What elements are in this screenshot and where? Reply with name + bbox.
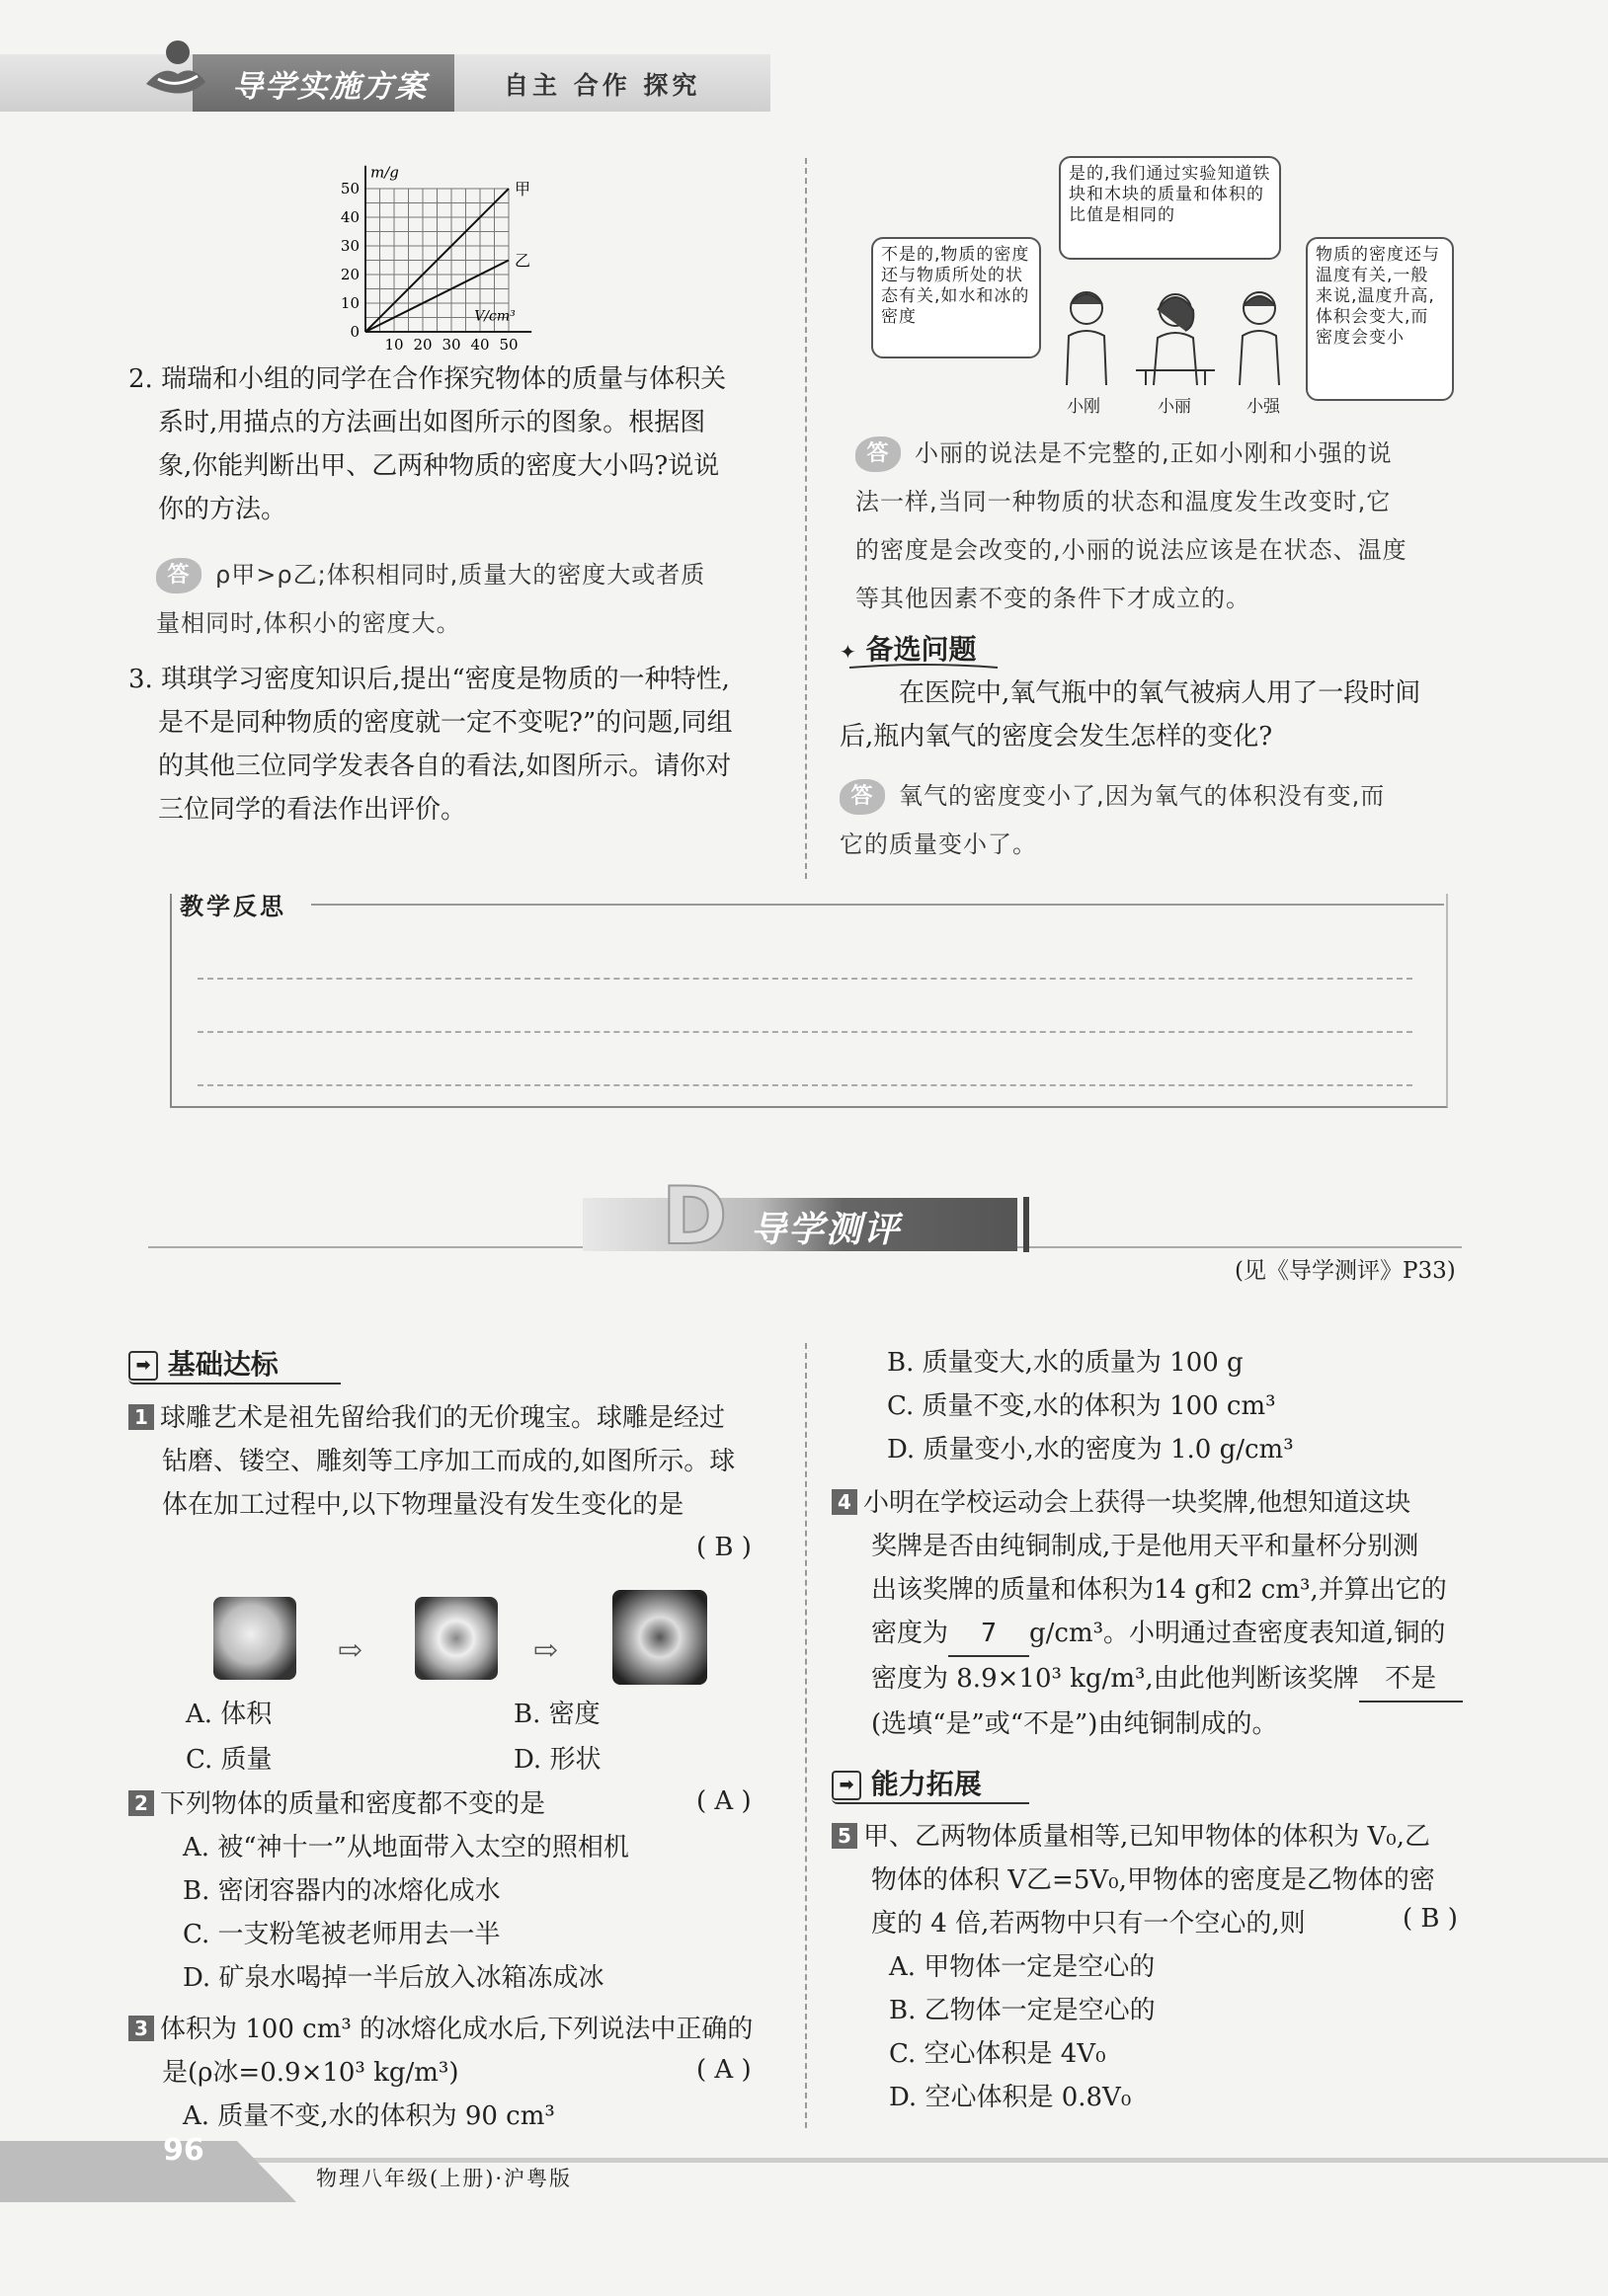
backup-answer-line: 它的质量变小了。: [840, 831, 1037, 858]
speech-bubble-xiaoli: 是的,我们通过实验知道铁块和木块的质量和体积的比值是相同的: [1059, 156, 1281, 260]
arrow-icon: ➡: [128, 1351, 158, 1381]
arrow-right-icon: ⇨: [338, 1633, 363, 1668]
reflection-title: 教学反思: [180, 893, 286, 920]
q1-answer: ( B ): [696, 1533, 752, 1562]
backup-question-header: [840, 628, 1017, 668]
basic-q2: [128, 1782, 790, 2000]
q1-line: 体在加工过程中,以下物理量没有发生变化的是: [162, 1490, 684, 1520]
basic-q3: [128, 2008, 790, 2138]
q3-answer-line: 的密度是会改变的,小丽的说法应该是在状态、温度: [855, 536, 1407, 564]
y-tick-label: 20: [340, 266, 360, 283]
column-divider: [805, 158, 807, 879]
q3-options-continued: [887, 1341, 1480, 1471]
logo-icon: [138, 35, 207, 109]
speech-bubble-xiaogang: 不是的,物质的密度还与物质所处的状态有关,如水和冰的密度: [871, 237, 1041, 358]
q4-line: g/cm³。小明通过查密度表知道,铜的: [1029, 1619, 1446, 1648]
y-tick-label: 40: [340, 208, 360, 226]
q4-line: 密度为 8.9×10³ kg/m³,由此他判断该奖牌: [871, 1664, 1359, 1694]
q3-answer-line: 小丽的说法是不完整的,正如小刚和小强的说: [915, 439, 1393, 467]
q3-option: C. 质量不变,水的体积为 100 cm³: [887, 1391, 1276, 1421]
series-label: 甲: [515, 180, 531, 198]
q3-answer-line: 等其他因素不变的条件下才成立的。: [855, 585, 1250, 612]
q2-line: 你的方法。: [158, 495, 287, 524]
test-reference: (见《导学测评》P33): [1235, 1258, 1456, 1284]
question-3: [128, 658, 790, 831]
student-name-xiaogang: 小刚: [1067, 397, 1100, 417]
q2-line: 系时,用描点的方法画出如图所示的图象。根据图: [158, 408, 706, 437]
banner-end-bar: [1023, 1197, 1029, 1252]
advanced-section-title: 能力拓展: [870, 1768, 982, 1800]
q2-answer: ( A ): [696, 1786, 752, 1816]
ball-carving-photo-1: [213, 1597, 296, 1680]
q4-line: 小明在学校运动会上获得一块奖牌,他想知道这块: [863, 1488, 1411, 1518]
q1-line: 钻磨、镂空、雕刻等工序加工而成的,如图所示。球: [162, 1447, 736, 1476]
q3-line: 体积为 100 cm³ 的冰熔化成水后,下列说法中正确的: [160, 2015, 754, 2044]
mass-volume-graph: [316, 156, 593, 354]
x-axis-label: V/cm³: [474, 308, 516, 325]
q4-blank-judgment: 不是: [1359, 1657, 1463, 1702]
q1-option-a: A. 体积: [186, 1700, 273, 1729]
header-tags: 自主 合作 探究: [504, 71, 701, 100]
q2-stem: 下列物体的质量和密度都不变的是: [160, 1789, 546, 1819]
banner-title: 导学测评: [751, 1210, 902, 1250]
book-title: 物理八年级(上册)·沪粤版: [316, 2167, 573, 2190]
q3-line: 是不是同种物质的密度就一定不变呢?”的问题,同组: [158, 708, 733, 738]
y-tick-label: 10: [340, 294, 360, 312]
backup-answer: [840, 772, 1491, 869]
q5-option: D. 空心体积是 0.8V₀: [889, 2083, 1132, 2112]
arrow-right-icon: ⇨: [533, 1633, 559, 1668]
q5-answer: ( B ): [1403, 1904, 1458, 1934]
page-number: 96: [163, 2133, 204, 2168]
q3-line: 三位同学的看法作出评价。: [158, 795, 467, 825]
x-tick-label: 10: [384, 336, 404, 354]
q3-line: 的其他三位同学发表各自的看法,如图所示。请你对: [158, 752, 732, 781]
q1-line: 球雕艺术是祖先留给我们的无价瑰宝。球雕是经过: [160, 1403, 726, 1433]
arrow-icon: ➡: [832, 1771, 861, 1800]
q4-line: (选填“是”或“不是”)由纯铜制成的。: [871, 1709, 1278, 1739]
reflection-top-rule: [311, 904, 1444, 906]
answer-icon: 答: [855, 436, 901, 472]
question-number: 4: [832, 1489, 857, 1515]
question-number: 1: [128, 1404, 154, 1430]
backup-question-title: 备选问题: [865, 633, 977, 666]
question-number: 5: [832, 1823, 857, 1849]
q3-answer: [855, 430, 1487, 623]
q5-option: C. 空心体积是 4V₀: [889, 2039, 1106, 2069]
question-number: 3: [128, 2016, 154, 2041]
q1-option-b: B. 密度: [514, 1700, 601, 1729]
speech-bubble-xiaoqiang: 物质的密度还与温度有关,一般来说,温度升高,体积会变大,而密度会变小: [1306, 237, 1454, 401]
q5-option: A. 甲物体一定是空心的: [889, 1952, 1156, 1982]
header-title: 导学实施方案: [232, 69, 428, 105]
x-tick-label: 40: [470, 336, 490, 354]
y-tick-label: 30: [340, 237, 360, 255]
q5-option: B. 乙物体一定是空心的: [889, 1996, 1156, 2025]
basic-section-header: [128, 1343, 341, 1385]
student-name-xiaoqiang: 小强: [1246, 397, 1280, 417]
q2-answer-line: ρ甲>ρ乙;体积相同时,质量大的密度大或者质: [215, 561, 706, 589]
x-tick-label: 20: [413, 336, 433, 354]
q3-line: 是(ρ冰=0.9×10³ kg/m³): [162, 2058, 459, 2088]
q5-line: 甲、乙两物体质量相等,已知甲物体的体积为 V₀,乙: [863, 1822, 1430, 1852]
q4-line: 奖牌是否由纯铜制成,于是他用天平和量杯分别测: [871, 1532, 1419, 1561]
diamond-icon: ✦: [840, 640, 856, 664]
footer-tab: [0, 2123, 296, 2222]
q2-line: 2. 瑞瑞和小组的同学在合作探究物体的质量与体积关: [128, 364, 727, 394]
q4-line: 密度为: [871, 1619, 949, 1648]
basic-q1: [128, 1396, 790, 1527]
column-divider: [805, 1343, 807, 2128]
q1-option-d: D. 形状: [514, 1745, 602, 1775]
q2-answer: [156, 551, 788, 648]
reflection-line: [198, 1031, 1412, 1033]
basic-q4: [832, 1481, 1493, 1746]
q2-line: 象,你能判断出甲、乙两种物质的密度大小吗?说说: [158, 451, 720, 481]
y-tick-label: 0: [350, 323, 360, 341]
q3-option: D. 质量变小,水的密度为 1.0 g/cm³: [887, 1435, 1294, 1465]
q4-line: 出该奖牌的质量和体积为14 g和2 cm³,并算出它的: [871, 1575, 1447, 1605]
underline-decoration: [849, 664, 998, 672]
y-axis-label: m/g: [370, 163, 399, 182]
student-name-xiaoli: 小丽: [1158, 397, 1191, 417]
q3-option: A. 质量不变,水的体积为 90 cm³: [183, 2101, 555, 2131]
backup-question-line: 后,瓶内氧气的密度会发生怎样的变化?: [840, 722, 1273, 752]
answer-icon: 答: [156, 558, 201, 594]
q1-option-c: C. 质量: [186, 1745, 273, 1775]
q2-answer-line: 量相同时,体积小的密度大。: [156, 609, 461, 637]
q3-answer-line: 法一样,当同一种物质的状态和温度发生改变时,它: [855, 488, 1392, 515]
q3-answer: ( A ): [696, 2055, 752, 2085]
x-tick-label: 30: [442, 336, 461, 354]
banner-letter: D: [662, 1170, 728, 1262]
q3-option: B. 质量变大,水的质量为 100 g: [887, 1348, 1244, 1378]
backup-question-line: 在医院中,氧气瓶中的氧气被病人用了一段时间: [899, 678, 1421, 708]
q3-line: 3. 琪琪学习密度知识后,提出“密度是物质的一种特性,: [128, 665, 730, 694]
q2-option: D. 矿泉水喝掉一半后放入冰箱冻成冰: [183, 1963, 604, 1993]
advanced-q5: [832, 1815, 1493, 2119]
reflection-line: [198, 1084, 1412, 1086]
answer-icon: 答: [840, 779, 885, 815]
advanced-section-header: [832, 1763, 1029, 1804]
question-number: 2: [128, 1790, 154, 1816]
q2-option: A. 被“神十一”从地面带入太空的照相机: [183, 1833, 629, 1862]
reflection-line: [198, 978, 1412, 980]
ball-carving-photo-2: [415, 1597, 498, 1680]
question-2: [128, 357, 790, 531]
y-tick-label: 50: [340, 180, 360, 198]
students-illustration: [1047, 277, 1304, 390]
reflection-box: [170, 894, 1448, 1108]
basic-section-title: 基础达标: [167, 1348, 279, 1381]
q2-option: C. 一支粉笔被老师用去一半: [183, 1920, 501, 1949]
q2-option: B. 密闭容器内的冰熔化成水: [183, 1876, 501, 1906]
x-tick-label: 50: [499, 336, 519, 354]
q5-line: 物体的体积 V乙=5V₀,甲物体的密度是乙物体的密: [871, 1865, 1435, 1895]
backup-answer-line: 氧气的密度变小了,因为氧气的体积没有变,而: [899, 782, 1386, 810]
q4-blank-density: 7: [948, 1612, 1029, 1657]
ball-carving-photo-3: [612, 1590, 707, 1685]
q5-line: 度的 4 倍,若两物中只有一个空心的,则: [871, 1909, 1306, 1939]
backup-question: [840, 672, 1491, 758]
series-label: 乙: [515, 251, 531, 271]
